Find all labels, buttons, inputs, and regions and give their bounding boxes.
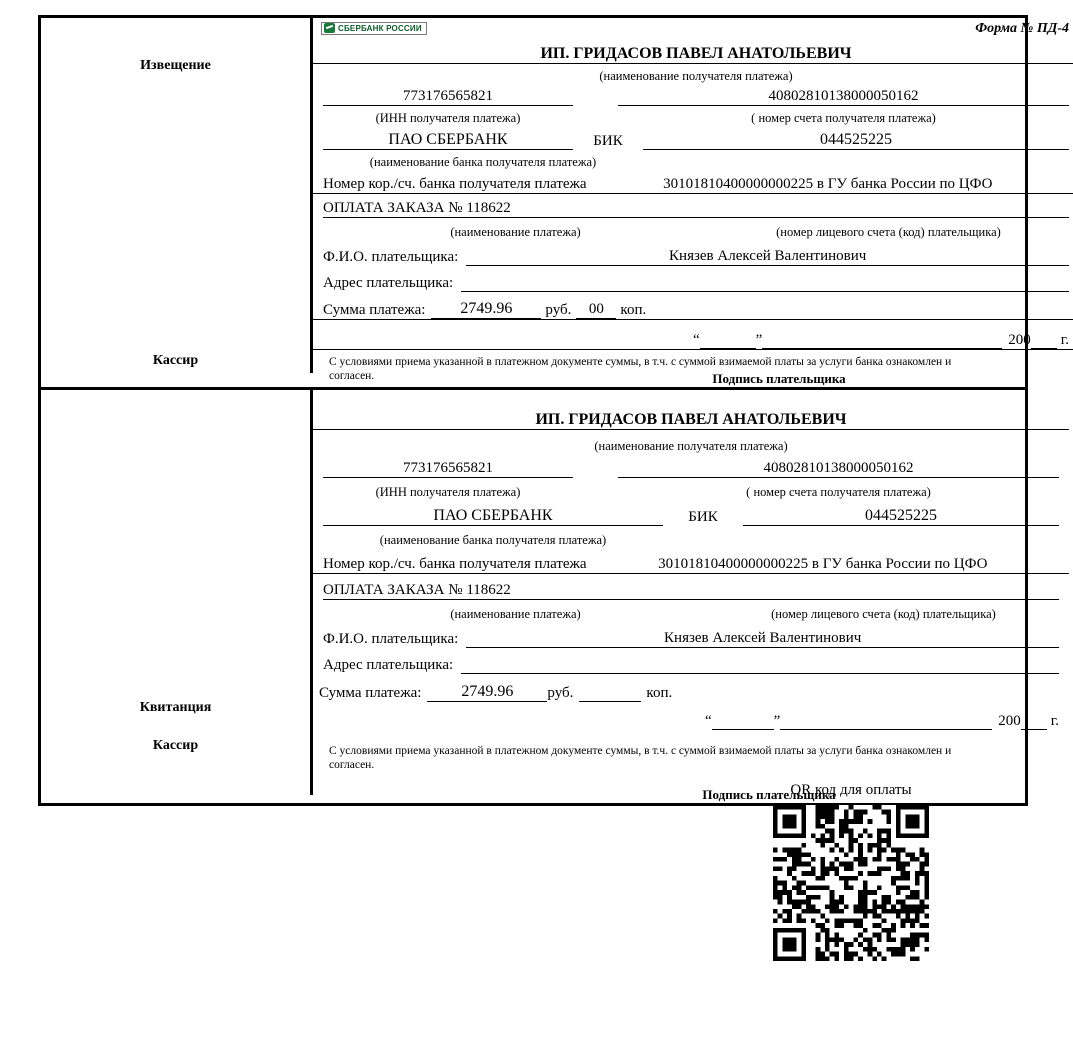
receipt-recipient-caption: (наименование получателя платежа)	[594, 438, 788, 453]
receipt-year-suffix: г.	[1050, 712, 1059, 729]
receipt-bank-caption: (наименование банка получателя платежа)	[379, 532, 607, 547]
sberbank-logo-text: СБЕРБАНК РОССИИ	[338, 23, 422, 33]
notice-corr-value: 30101810400000000225 в ГУ банка России по ЦФО	[663, 176, 993, 192]
receipt-sum-row	[313, 674, 1069, 702]
notice-bank-caption: (наименование банка получателя платежа)	[369, 155, 597, 169]
notice-conditions-row	[313, 350, 1073, 387]
receipt-date-month	[780, 711, 992, 730]
notice-sum-rub: 2749.96	[431, 300, 541, 319]
receipt-inn-value: 773176565821	[323, 460, 573, 478]
notice-corr-row	[313, 170, 1073, 194]
receipt-conditions-text: С условиями приема указанной в платежном документе суммы, в т.ч. с суммой взимаемой платы за услуги банка ознакомлен и согласен.	[329, 744, 952, 772]
receipt-kop-word: коп.	[646, 684, 673, 701]
notice-bank-caption-row	[313, 150, 1073, 170]
receipt-signature-label: Подпись плательщика	[702, 786, 836, 802]
notice-purpose-value: ОПЛАТА ЗАКАЗА № 118622	[323, 200, 708, 218]
notice-corr-label: Номер кор./сч. банка получателя платежа	[323, 176, 587, 192]
receipt-purpose-caption-row	[313, 600, 1069, 622]
notice-personal-account-caption: (номер лицевого счета (код) плательщика)	[776, 225, 1001, 239]
receipt-date-quote-close: ”	[773, 712, 781, 729]
receipt-address-label: Адрес плательщика:	[323, 656, 454, 673]
notice-bik-label: БИК	[593, 133, 623, 149]
notice-date-row	[313, 320, 1073, 350]
receipt-bank-name: ПАО СБЕРБАНК	[323, 507, 663, 526]
receipt-address-row	[313, 648, 1069, 674]
notice-recipient-name: ИП. ГРИДАСОВ ПАВЕЛ АНАТОЛЬЕВИЧ	[540, 45, 852, 62]
receipt-payer-row	[313, 622, 1069, 648]
receipt-bik-value: 044525225	[743, 507, 1059, 526]
receipt-purpose-caption: (наименование платежа)	[450, 606, 581, 621]
notice-left-column	[41, 18, 313, 373]
receipt-payer-name: Князев Алексей Валентинович	[466, 630, 1059, 648]
receipt-date-row	[313, 702, 1069, 730]
notice-date-quote-open: “	[692, 332, 700, 348]
receipt-account-caption: ( номер счета получателя платежа)	[746, 484, 931, 499]
receipt-address-value	[461, 656, 1059, 674]
notice-payer-label: Ф.И.О. плательщика:	[323, 249, 459, 265]
notice-sum-kop: 00	[576, 301, 616, 319]
receipt-corr-label: Номер кор./сч. банка получателя платежа	[323, 555, 587, 572]
receipt-date-quote-open: “	[704, 712, 712, 729]
receipt-right-column	[313, 390, 1069, 803]
notice-personal-account-value	[708, 199, 1069, 218]
notice-inn-value: 773176565821	[323, 88, 573, 106]
notice-conditions-text: С условиями приема указанной в платежном документе суммы, в т.ч. с суммой взимаемой платы за услуги банка ознакомлен и согласен.	[329, 356, 952, 383]
receipt-conditions-row	[313, 730, 1069, 803]
form-number: Форма № ПД-4	[975, 21, 1069, 36]
notice-purpose-caption-row	[313, 218, 1073, 240]
receipt-sum-label: Сумма платежа:	[319, 684, 422, 701]
notice-payer-row	[313, 240, 1073, 266]
receipt-sum-rub: 2749.96	[427, 683, 547, 702]
notice-address-value	[461, 274, 1069, 292]
notice-recipient-caption-row	[313, 64, 1073, 84]
notice-year-prefix: 200	[1008, 332, 1031, 348]
notice-recipient-name-row	[313, 38, 1073, 64]
notice-bik-value: 044525225	[643, 131, 1069, 150]
qr-section	[766, 782, 936, 961]
receipt-year-prefix: 200	[998, 712, 1021, 729]
receipt-corr-value: 30101810400000000225 в ГУ банка России по ЦФО	[658, 555, 988, 572]
notice-date-day	[700, 330, 756, 349]
receipt-payer-label: Ф.И.О. плательщика:	[323, 630, 459, 647]
receipt-purpose-row	[313, 574, 1069, 600]
notice-recipient-caption: (наименование получателя платежа)	[599, 69, 793, 83]
notice-bank-bik-row	[313, 126, 1073, 150]
receipt-recipient-caption-row	[313, 430, 1069, 454]
receipt-block	[41, 387, 1059, 803]
receipt-left-column	[41, 390, 313, 795]
notice-account-caption: ( номер счета получателя платежа)	[751, 111, 936, 125]
notice-purpose-row	[313, 194, 1073, 218]
notice-right-column	[313, 18, 1073, 387]
notice-sum-row	[313, 292, 1073, 320]
receipt-sum-kop	[579, 684, 641, 702]
sberbank-logo	[321, 22, 427, 35]
notice-address-label: Адрес плательщика:	[323, 275, 454, 291]
notice-rub-word: руб.	[545, 302, 572, 318]
notice-purpose-caption: (наименование платежа)	[450, 225, 581, 239]
notice-side-label: Извещение	[140, 58, 211, 73]
notice-date-month	[762, 330, 1002, 349]
receipt-rub-word: руб.	[547, 684, 574, 701]
receipt-inn-account-caption-row	[313, 478, 1069, 500]
notice-header-row	[313, 18, 1073, 38]
receipt-side-label: Квитанция	[139, 699, 212, 715]
receipt-recipient-name-row	[313, 402, 1069, 430]
notice-address-row	[313, 266, 1073, 292]
receipt-top-spacer	[313, 390, 1069, 402]
payment-form	[38, 15, 1069, 806]
receipt-personal-account-value	[708, 581, 1059, 600]
receipt-corr-row	[313, 548, 1069, 574]
receipt-inn-account-row	[313, 454, 1069, 478]
receipt-cashier-label: Кассир	[152, 737, 199, 753]
qr-code-image	[773, 805, 929, 961]
notice-inn-account-caption-row	[313, 106, 1073, 126]
notice-bank-name: ПАО СБЕРБАНК	[323, 131, 573, 150]
notice-cashier-label: Кассир	[152, 353, 199, 368]
notice-inn-account-row	[313, 84, 1073, 106]
receipt-bank-bik-row	[313, 500, 1069, 526]
notice-account-value: 40802810138000050162	[618, 88, 1069, 106]
notice-sum-label: Сумма платежа:	[323, 302, 426, 318]
sberbank-mark-icon	[324, 23, 335, 33]
receipt-year-value	[1021, 711, 1047, 730]
notice-date-quote-close: ”	[755, 332, 763, 348]
notice-year-value	[1031, 330, 1057, 349]
receipt-recipient-name: ИП. ГРИДАСОВ ПАВЕЛ АНАТОЛЬЕВИЧ	[535, 410, 847, 428]
receipt-purpose-value: ОПЛАТА ЗАКАЗА № 118622	[323, 582, 708, 600]
notice-year-suffix: г.	[1060, 332, 1069, 348]
notice-payer-name: Князев Алексей Валентинович	[466, 248, 1069, 266]
receipt-bank-caption-row	[313, 526, 1069, 548]
notice-block	[41, 18, 1069, 387]
receipt-account-value: 40802810138000050162	[618, 460, 1059, 478]
qr-title: QR код для оплаты	[790, 782, 912, 798]
notice-kop-word: коп.	[620, 302, 647, 318]
receipt-bik-label: БИК	[688, 508, 718, 525]
receipt-personal-account-caption: (номер лицевого счета (код) плательщика)	[771, 606, 996, 621]
receipt-date-day	[712, 711, 774, 730]
receipt-inn-caption: (ИНН получателя платежа)	[375, 484, 521, 499]
notice-inn-caption: (ИНН получателя платежа)	[375, 111, 521, 125]
notice-signature-label: Подпись плательщика	[712, 370, 846, 386]
